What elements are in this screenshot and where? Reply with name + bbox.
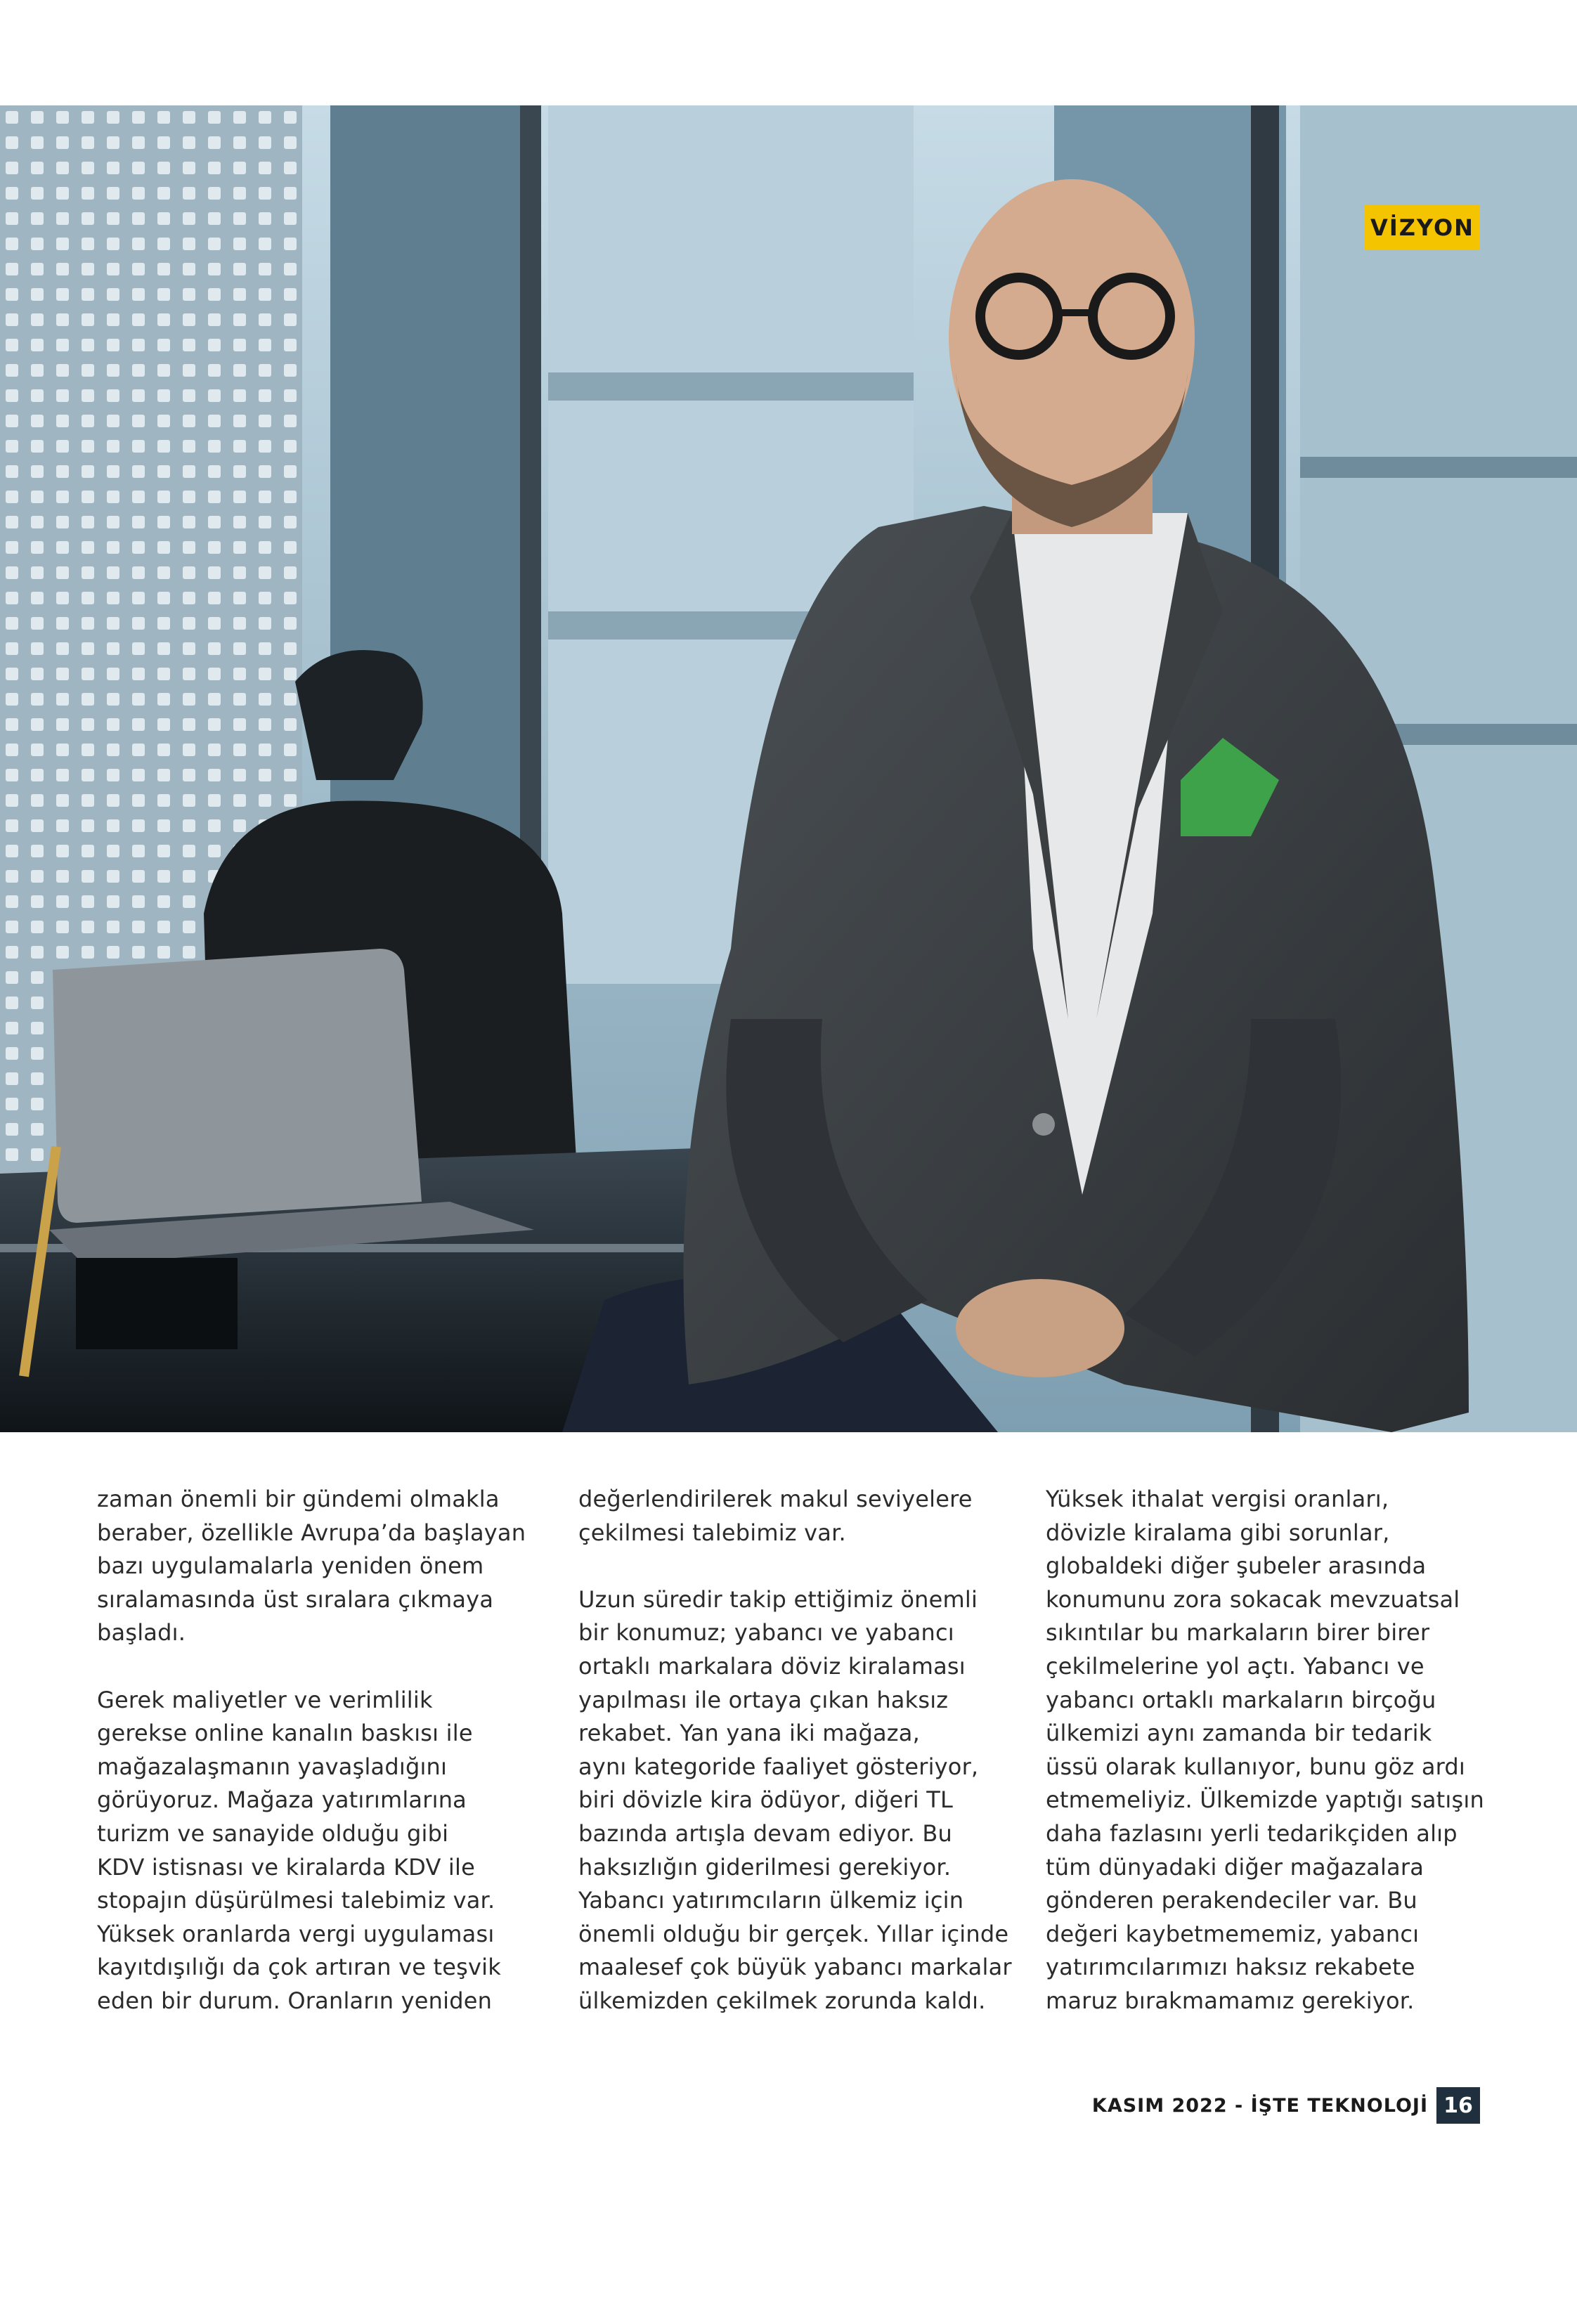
issue-label: KASIM 2022 - İŞTE TEKNOLOJİ: [1091, 2094, 1428, 2117]
portrait-photo: [0, 105, 1577, 1432]
text-column-1: [97, 1483, 547, 2018]
text-column-3: [1046, 1483, 1495, 2018]
paragraph: Uzun süredir takip ettiğimiz önemli bir konumuz; yabancı ve yabancı ortaklı markalara döviz kiralaması yapılması ile ortaya çıkan haksız rekabet. Yan yana iki mağaza, aynı kategoride faaliyet gösteriyor, biri dövizle kira ödüyor, diğeri TL bazında artışla devam ediyor. Bu haksızlığın giderilmesi gerekiyor. Yabancı yatırımcıların ülkemiz için önemli olduğu bir gerçek. Yıllar içinde maalesef çok büyük yabancı markalar ülkemizden çekilmek zorunda kaldı.: [578, 1585, 1012, 2014]
paragraph: değerlendirilerek makul seviyelere çekilmesi talebimiz var.: [578, 1486, 973, 1546]
paragraph: Yüksek ithalat vergisi oranları, dövizle kiralama gibi sorunlar, globaldeki diğer şubeler arasında konumunu zora sokacak mevzuatsal sıkıntılar bu markaların birer birer çekilmelerine yol açtı. Yabancı ve yabancı ortaklı markaların birçoğu ülkemizi aynı zamanda bir tedarik üssü olarak kullanıyor, bunu göz ardı etmemeliyiz. Ülkemizde yaptığı satışın daha fazlasını yerli tedarikçiden alıp tüm dünyadaki diğer mağazalara gönderen perakendeciler var. Bu değeri kaybetmememiz, yabancı yatırımcılarımızı haksız rekabete maruz bırakmamamız gerekiyor.: [1046, 1486, 1484, 2014]
text-column-2: [578, 1483, 1028, 2018]
page-footer: [1092, 2087, 1480, 2124]
paragraph: zaman önemli bir gündemi olmakla beraber, özellikle Avrupa’da başlayan bazı uygulamalarla yeniden önem sıralamasında üst sıralara çıkmaya başladı.: [97, 1486, 526, 1647]
paragraph: Gerek maliyetler ve verimlilik gerekse online kanalın baskısı ile mağazalaşmanın yavaşladığını görüyoruz. Mağaza yatırımlarına turizm ve sanayide olduğu gibi KDV istisnası ve kiralarda KDV ile stopajın düşürülmesi talebimiz var. Yüksek oranlarda vergi uygulaması kayıtdışılığı da çok artıran ve teşvik eden bir durum. Oranların yeniden: [97, 1686, 501, 2014]
page-number: 16: [1436, 2087, 1480, 2124]
section-tag: VİZYON: [1365, 205, 1480, 250]
